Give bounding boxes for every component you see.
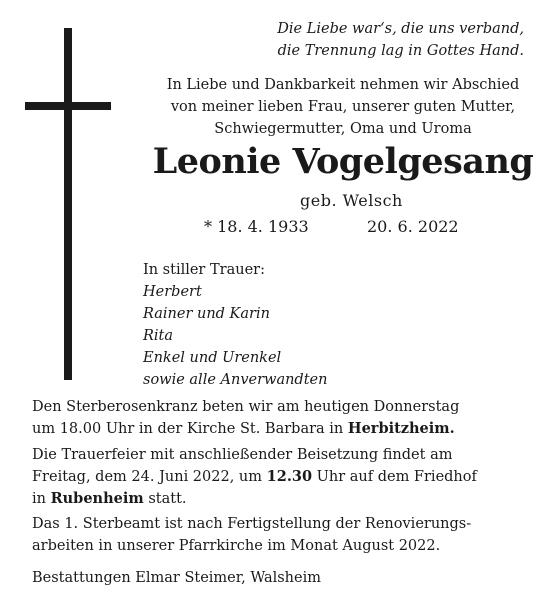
mourner-name: Rita <box>143 328 174 344</box>
deceased-name: Leonie Vogelgesang <box>152 141 534 182</box>
motto <box>277 18 524 62</box>
death-date: 20. 6. 2022 <box>367 217 459 236</box>
undertaker: Bestattungen Elmar Steimer, Walsheim <box>32 570 321 586</box>
rosary-notice <box>32 396 532 440</box>
requiem-line: arbeiten in unserer Pfarrkirche im Monat August 2022. <box>32 538 441 554</box>
funeral-line: Die Trauerfeier mit anschließender Beisetzung findet am <box>32 447 453 463</box>
motto-line: Die Liebe war‘s, die uns verband, <box>277 21 524 37</box>
intro-text <box>143 74 543 140</box>
rosary-line: Den Sterberosenkranz beten wir am heutigen Donnerstag <box>32 399 460 415</box>
requiem-line: Das 1. Sterbeamt ist nach Fertigstellung der Renovierungs- <box>32 516 472 532</box>
funeral-date: 24. Juni 2022 <box>131 469 230 485</box>
rosary-text: um 18.00 Uhr in der Kirche St. Barbara in <box>32 421 348 437</box>
rosary-place: Herbitzheim. <box>347 420 455 437</box>
mourner-name: sowie alle Anverwandten <box>143 372 328 388</box>
funeral-text: in <box>32 491 51 507</box>
funeral-text: statt. <box>143 491 187 507</box>
funeral-text: , um <box>229 469 267 485</box>
mourner-name: Enkel und Urenkel <box>143 350 282 366</box>
cross-horizontal-beam <box>25 102 111 110</box>
funeral-text: Uhr auf dem Friedhof <box>312 469 477 485</box>
rosary-line <box>32 418 532 440</box>
mourners-list <box>143 281 327 391</box>
funeral-place: Rubenheim <box>50 490 144 507</box>
intro-line: Schwiegermutter, Oma und Uroma <box>214 121 472 137</box>
motto-line: die Trennung lag in Gottes Hand. <box>277 43 524 59</box>
funeral-notice <box>32 444 532 510</box>
funeral-line <box>32 488 532 510</box>
intro-line: In Liebe und Dankbarkeit nehmen wir Abschied <box>166 77 520 93</box>
cross-vertical-beam <box>64 28 72 380</box>
birth-date: * 18. 4. 1933 <box>204 217 309 236</box>
maiden-name: geb. Welsch <box>300 191 403 210</box>
funeral-time: 12.30 <box>266 468 313 485</box>
funeral-line <box>32 466 532 488</box>
mourners-block <box>143 259 327 391</box>
intro-line: von meiner lieben Frau, unserer guten Mutter, <box>170 99 516 115</box>
mourners-heading: In stiller Trauer: <box>143 262 265 278</box>
mourner-name: Rainer und Karin <box>143 306 270 322</box>
funeral-text: Freitag, dem <box>32 469 132 485</box>
requiem-notice <box>32 513 532 557</box>
mourner-name: Herbert <box>143 284 202 300</box>
